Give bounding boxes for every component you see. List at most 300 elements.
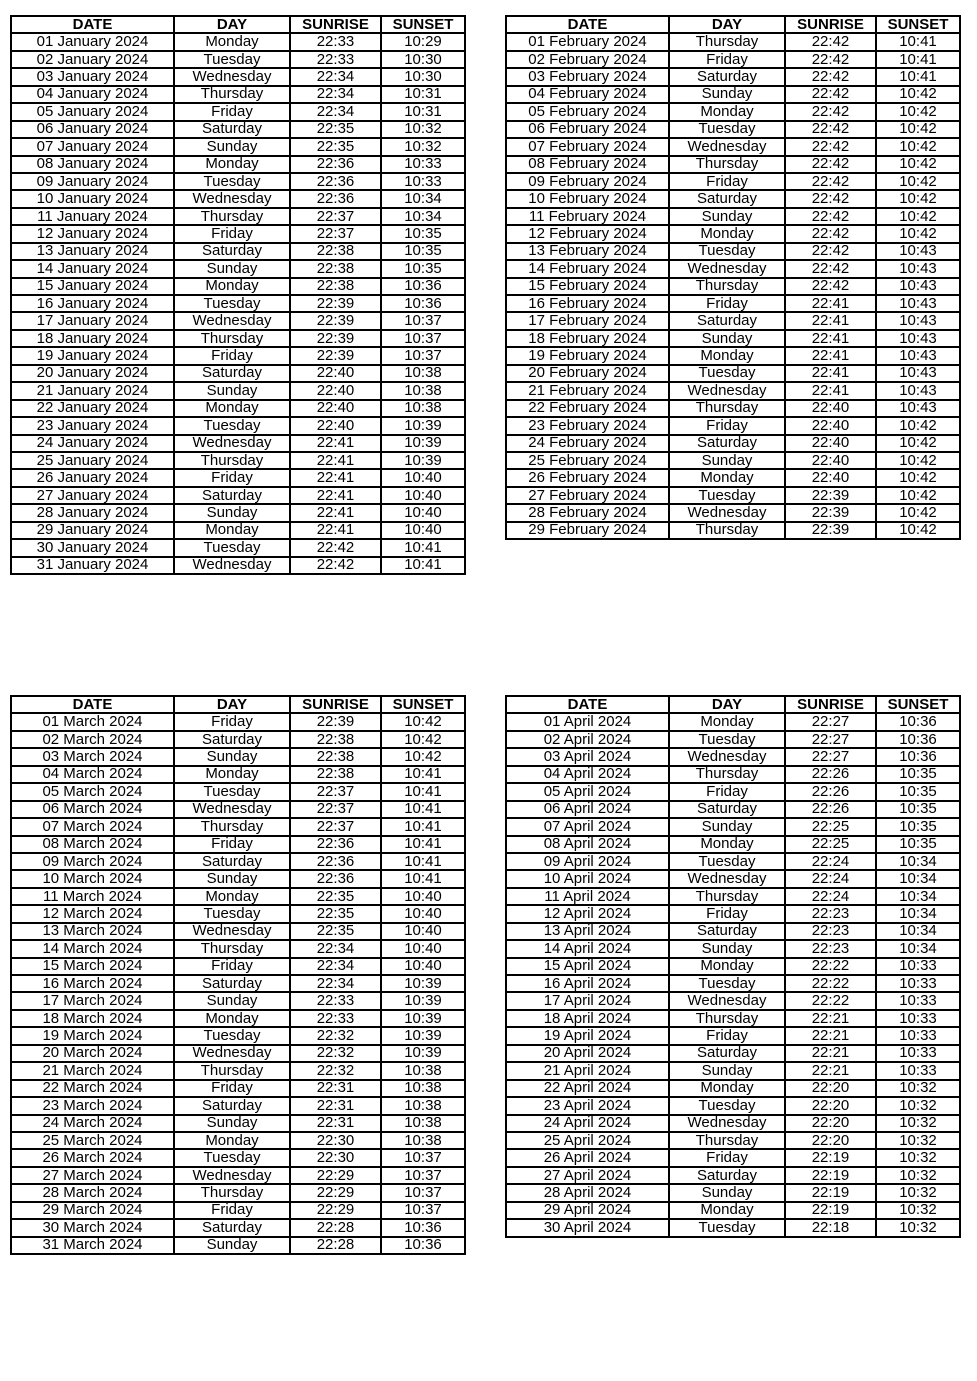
day-cell: Thursday xyxy=(174,208,290,225)
sunset-cell: 10:37 xyxy=(381,312,465,329)
day-cell: Friday xyxy=(669,295,785,312)
day-cell: Sunday xyxy=(174,138,290,155)
sunset-cell: 10:41 xyxy=(381,836,465,853)
table-row xyxy=(506,156,960,173)
date-cell: 29 April 2024 xyxy=(506,1202,669,1219)
table-row xyxy=(506,173,960,190)
day-cell: Tuesday xyxy=(174,1027,290,1044)
day-cell: Thursday xyxy=(669,766,785,783)
sunrise-cell: 22:24 xyxy=(785,853,876,870)
date-cell: 19 April 2024 xyxy=(506,1027,669,1044)
sunset-cell: 10:42 xyxy=(876,156,960,173)
header-date: DATE xyxy=(11,696,174,713)
table-row xyxy=(506,347,960,364)
sunrise-cell: 22:40 xyxy=(290,382,381,399)
sunrise-cell: 22:27 xyxy=(785,731,876,748)
day-cell: Sunday xyxy=(669,940,785,957)
sunset-cell: 10:40 xyxy=(381,469,465,486)
date-cell: 24 April 2024 xyxy=(506,1115,669,1132)
date-cell: 27 March 2024 xyxy=(11,1167,174,1184)
sunrise-cell: 22:20 xyxy=(785,1097,876,1114)
day-cell: Wednesday xyxy=(174,801,290,818)
sunrise-cell: 22:37 xyxy=(290,208,381,225)
day-cell: Wednesday xyxy=(174,1167,290,1184)
day-cell: Wednesday xyxy=(174,312,290,329)
header-date: DATE xyxy=(506,16,669,33)
sunrise-cell: 22:41 xyxy=(290,435,381,452)
sunrise-cell: 22:40 xyxy=(290,417,381,434)
day-cell: Sunday xyxy=(669,452,785,469)
day-cell: Sunday xyxy=(174,504,290,521)
sunrise-cell: 22:27 xyxy=(785,713,876,730)
day-cell: Friday xyxy=(174,225,290,242)
sunset-cell: 10:29 xyxy=(381,33,465,50)
day-cell: Sunday xyxy=(669,208,785,225)
sunset-cell: 10:38 xyxy=(381,1132,465,1149)
day-cell: Sunday xyxy=(174,992,290,1009)
date-cell: 20 February 2024 xyxy=(506,365,669,382)
day-cell: Monday xyxy=(174,278,290,295)
sunrise-cell: 22:33 xyxy=(290,992,381,1009)
day-cell: Tuesday xyxy=(669,731,785,748)
date-cell: 17 January 2024 xyxy=(11,312,174,329)
table-row xyxy=(506,260,960,277)
table-row xyxy=(11,1149,465,1166)
sunrise-cell: 22:26 xyxy=(785,801,876,818)
date-cell: 22 April 2024 xyxy=(506,1080,669,1097)
sunset-cell: 10:37 xyxy=(381,1149,465,1166)
sunset-cell: 10:37 xyxy=(381,1167,465,1184)
date-cell: 27 April 2024 xyxy=(506,1167,669,1184)
table-row xyxy=(11,121,465,138)
table-row xyxy=(506,68,960,85)
date-cell: 14 April 2024 xyxy=(506,940,669,957)
sunrise-cell: 22:37 xyxy=(290,783,381,800)
table-header-row xyxy=(506,696,960,713)
table-row xyxy=(11,173,465,190)
table-row xyxy=(11,766,465,783)
table-row xyxy=(11,783,465,800)
sunrise-cell: 22:20 xyxy=(785,1132,876,1149)
date-cell: 30 January 2024 xyxy=(11,539,174,556)
sunrise-cell: 22:21 xyxy=(785,1045,876,1062)
header-sunrise: SUNRISE xyxy=(290,16,381,33)
date-cell: 01 February 2024 xyxy=(506,33,669,50)
date-cell: 05 January 2024 xyxy=(11,103,174,120)
day-cell: Tuesday xyxy=(669,853,785,870)
date-cell: 08 January 2024 xyxy=(11,156,174,173)
sunrise-cell: 22:42 xyxy=(785,33,876,50)
table-row xyxy=(11,870,465,887)
sunrise-cell: 22:39 xyxy=(290,347,381,364)
day-cell: Wednesday xyxy=(174,923,290,940)
table-row xyxy=(11,51,465,68)
date-cell: 04 February 2024 xyxy=(506,86,669,103)
sun-table-jan xyxy=(10,15,466,575)
day-cell: Friday xyxy=(174,347,290,364)
table-row xyxy=(506,382,960,399)
date-cell: 19 January 2024 xyxy=(11,347,174,364)
date-cell: 21 April 2024 xyxy=(506,1062,669,1079)
date-cell: 11 February 2024 xyxy=(506,208,669,225)
table-row xyxy=(11,435,465,452)
table-row xyxy=(506,400,960,417)
date-cell: 25 February 2024 xyxy=(506,452,669,469)
header-sunset: SUNSET xyxy=(876,696,960,713)
sunset-cell: 10:40 xyxy=(381,923,465,940)
day-cell: Sunday xyxy=(669,1184,785,1201)
sunrise-cell: 22:41 xyxy=(785,382,876,399)
day-cell: Saturday xyxy=(669,923,785,940)
table-row xyxy=(11,1237,465,1254)
date-cell: 29 January 2024 xyxy=(11,522,174,539)
date-cell: 10 March 2024 xyxy=(11,870,174,887)
table-row xyxy=(11,504,465,521)
table-row xyxy=(11,1115,465,1132)
date-cell: 18 January 2024 xyxy=(11,330,174,347)
sunrise-cell: 22:22 xyxy=(785,958,876,975)
sunset-cell: 10:34 xyxy=(381,208,465,225)
date-cell: 26 March 2024 xyxy=(11,1149,174,1166)
sunrise-cell: 22:42 xyxy=(785,138,876,155)
header-sunrise: SUNRISE xyxy=(785,696,876,713)
sunset-cell: 10:42 xyxy=(876,121,960,138)
day-cell: Sunday xyxy=(669,330,785,347)
sunrise-cell: 22:19 xyxy=(785,1149,876,1166)
date-cell: 21 January 2024 xyxy=(11,382,174,399)
table-row xyxy=(11,295,465,312)
table-row xyxy=(11,103,465,120)
table-row xyxy=(11,330,465,347)
date-cell: 16 February 2024 xyxy=(506,295,669,312)
date-cell: 17 March 2024 xyxy=(11,992,174,1009)
table-row xyxy=(506,312,960,329)
sunrise-cell: 22:22 xyxy=(785,975,876,992)
date-cell: 03 January 2024 xyxy=(11,68,174,85)
sunrise-cell: 22:23 xyxy=(785,923,876,940)
sunrise-cell: 22:36 xyxy=(290,853,381,870)
header-day: DAY xyxy=(174,16,290,33)
day-cell: Sunday xyxy=(174,870,290,887)
sunset-cell: 10:43 xyxy=(876,295,960,312)
table-row xyxy=(11,818,465,835)
sunset-cell: 10:33 xyxy=(381,173,465,190)
date-cell: 02 March 2024 xyxy=(11,731,174,748)
sunrise-cell: 22:25 xyxy=(785,836,876,853)
day-cell: Friday xyxy=(174,1202,290,1219)
sunset-cell: 10:43 xyxy=(876,312,960,329)
table-row xyxy=(506,870,960,887)
date-cell: 07 March 2024 xyxy=(11,818,174,835)
sunset-cell: 10:42 xyxy=(876,469,960,486)
sunrise-cell: 22:29 xyxy=(290,1184,381,1201)
sunset-cell: 10:32 xyxy=(381,121,465,138)
day-cell: Monday xyxy=(669,469,785,486)
sunset-cell: 10:41 xyxy=(381,870,465,887)
table-row xyxy=(506,208,960,225)
day-cell: Tuesday xyxy=(669,487,785,504)
day-cell: Wednesday xyxy=(669,992,785,1009)
sunset-cell: 10:36 xyxy=(876,713,960,730)
day-cell: Tuesday xyxy=(669,975,785,992)
sunrise-cell: 22:26 xyxy=(785,783,876,800)
sunrise-cell: 22:34 xyxy=(290,68,381,85)
table-row xyxy=(506,1097,960,1114)
date-cell: 13 February 2024 xyxy=(506,243,669,260)
sunrise-cell: 22:40 xyxy=(290,365,381,382)
day-cell: Saturday xyxy=(174,365,290,382)
day-cell: Saturday xyxy=(669,190,785,207)
day-cell: Thursday xyxy=(174,330,290,347)
day-cell: Saturday xyxy=(669,801,785,818)
date-cell: 05 February 2024 xyxy=(506,103,669,120)
sunset-cell: 10:32 xyxy=(876,1167,960,1184)
date-cell: 20 January 2024 xyxy=(11,365,174,382)
date-cell: 21 March 2024 xyxy=(11,1062,174,1079)
day-cell: Saturday xyxy=(174,121,290,138)
sunset-cell: 10:43 xyxy=(876,400,960,417)
date-cell: 25 March 2024 xyxy=(11,1132,174,1149)
date-cell: 06 March 2024 xyxy=(11,801,174,818)
date-cell: 16 April 2024 xyxy=(506,975,669,992)
sunset-cell: 10:42 xyxy=(876,417,960,434)
date-cell: 06 January 2024 xyxy=(11,121,174,138)
table-row xyxy=(11,68,465,85)
date-cell: 10 February 2024 xyxy=(506,190,669,207)
sunrise-cell: 22:42 xyxy=(785,121,876,138)
date-cell: 30 March 2024 xyxy=(11,1219,174,1236)
sunrise-cell: 22:23 xyxy=(785,940,876,957)
sunset-cell: 10:34 xyxy=(876,888,960,905)
day-cell: Friday xyxy=(669,51,785,68)
sunset-cell: 10:34 xyxy=(876,870,960,887)
sunset-cell: 10:30 xyxy=(381,51,465,68)
day-cell: Saturday xyxy=(174,731,290,748)
table-row xyxy=(11,748,465,765)
sunrise-cell: 22:25 xyxy=(785,818,876,835)
date-cell: 03 April 2024 xyxy=(506,748,669,765)
sunset-cell: 10:42 xyxy=(876,138,960,155)
day-cell: Saturday xyxy=(669,68,785,85)
sunset-cell: 10:38 xyxy=(381,400,465,417)
table-row xyxy=(506,1027,960,1044)
table-row xyxy=(11,853,465,870)
table-row xyxy=(506,452,960,469)
day-cell: Monday xyxy=(669,1080,785,1097)
header-day: DAY xyxy=(174,696,290,713)
sunrise-cell: 22:39 xyxy=(785,522,876,539)
sunset-cell: 10:32 xyxy=(876,1219,960,1236)
sunrise-cell: 22:35 xyxy=(290,138,381,155)
sunset-cell: 10:40 xyxy=(381,522,465,539)
sunset-cell: 10:42 xyxy=(876,452,960,469)
sunset-cell: 10:35 xyxy=(876,766,960,783)
table-row xyxy=(506,818,960,835)
day-cell: Monday xyxy=(669,836,785,853)
sunrise-cell: 22:32 xyxy=(290,1027,381,1044)
sunset-cell: 10:39 xyxy=(381,1027,465,1044)
sunrise-cell: 22:32 xyxy=(290,1045,381,1062)
sunrise-cell: 22:39 xyxy=(290,330,381,347)
table-row xyxy=(506,504,960,521)
date-cell: 02 January 2024 xyxy=(11,51,174,68)
sunrise-cell: 22:42 xyxy=(785,68,876,85)
sunset-cell: 10:39 xyxy=(381,417,465,434)
sunset-cell: 10:39 xyxy=(381,1045,465,1062)
day-cell: Thursday xyxy=(669,278,785,295)
sunrise-cell: 22:35 xyxy=(290,888,381,905)
table-row xyxy=(506,958,960,975)
sunset-cell: 10:42 xyxy=(876,86,960,103)
table-row xyxy=(11,347,465,364)
date-cell: 04 January 2024 xyxy=(11,86,174,103)
sunset-cell: 10:32 xyxy=(876,1097,960,1114)
day-cell: Saturday xyxy=(174,1097,290,1114)
header-date: DATE xyxy=(11,16,174,33)
sunrise-cell: 22:39 xyxy=(290,713,381,730)
date-cell: 28 January 2024 xyxy=(11,504,174,521)
sunset-cell: 10:32 xyxy=(876,1115,960,1132)
sunrise-cell: 22:24 xyxy=(785,888,876,905)
sunrise-cell: 22:27 xyxy=(785,748,876,765)
table-row xyxy=(506,783,960,800)
sunrise-cell: 22:40 xyxy=(785,469,876,486)
date-cell: 02 April 2024 xyxy=(506,731,669,748)
table-header-row xyxy=(506,16,960,33)
sunset-cell: 10:35 xyxy=(876,783,960,800)
date-cell: 31 March 2024 xyxy=(11,1237,174,1254)
sunset-cell: 10:42 xyxy=(876,173,960,190)
sunrise-cell: 22:42 xyxy=(785,225,876,242)
day-cell: Wednesday xyxy=(669,870,785,887)
table-row xyxy=(506,1132,960,1149)
sunset-cell: 10:42 xyxy=(876,522,960,539)
day-cell: Monday xyxy=(174,33,290,50)
header-day: DAY xyxy=(669,16,785,33)
date-cell: 27 January 2024 xyxy=(11,487,174,504)
sunrise-cell: 22:42 xyxy=(785,51,876,68)
table-row xyxy=(506,1080,960,1097)
table-row xyxy=(11,836,465,853)
date-cell: 14 February 2024 xyxy=(506,260,669,277)
date-cell: 19 February 2024 xyxy=(506,347,669,364)
table-row xyxy=(506,1149,960,1166)
day-cell: Saturday xyxy=(174,243,290,260)
day-cell: Wednesday xyxy=(669,138,785,155)
sunrise-cell: 22:38 xyxy=(290,278,381,295)
sunset-cell: 10:38 xyxy=(381,365,465,382)
sunset-cell: 10:35 xyxy=(381,243,465,260)
day-cell: Tuesday xyxy=(174,51,290,68)
day-cell: Wednesday xyxy=(669,748,785,765)
sunrise-cell: 22:42 xyxy=(785,173,876,190)
sunset-cell: 10:33 xyxy=(876,992,960,1009)
table-row xyxy=(11,1080,465,1097)
date-cell: 26 April 2024 xyxy=(506,1149,669,1166)
sunset-cell: 10:43 xyxy=(876,330,960,347)
header-date: DATE xyxy=(506,696,669,713)
table-row xyxy=(506,766,960,783)
sunrise-cell: 22:40 xyxy=(785,417,876,434)
sunset-cell: 10:43 xyxy=(876,365,960,382)
table-row xyxy=(506,905,960,922)
date-cell: 24 March 2024 xyxy=(11,1115,174,1132)
sunset-cell: 10:36 xyxy=(381,1237,465,1254)
sunrise-cell: 22:36 xyxy=(290,156,381,173)
sunrise-cell: 22:42 xyxy=(290,539,381,556)
table-row xyxy=(11,888,465,905)
sunset-cell: 10:32 xyxy=(876,1184,960,1201)
sunrise-cell: 22:42 xyxy=(785,278,876,295)
date-cell: 23 February 2024 xyxy=(506,417,669,434)
table-row xyxy=(506,295,960,312)
day-cell: Monday xyxy=(669,347,785,364)
sunrise-cell: 22:36 xyxy=(290,870,381,887)
sunset-cell: 10:43 xyxy=(876,278,960,295)
sunrise-cell: 22:41 xyxy=(290,452,381,469)
table-row xyxy=(11,86,465,103)
sunset-cell: 10:40 xyxy=(381,888,465,905)
date-cell: 01 January 2024 xyxy=(11,33,174,50)
day-cell: Tuesday xyxy=(174,783,290,800)
date-cell: 28 April 2024 xyxy=(506,1184,669,1201)
table-body xyxy=(506,713,960,1236)
sunrise-cell: 22:38 xyxy=(290,260,381,277)
table-row xyxy=(11,365,465,382)
day-cell: Sunday xyxy=(669,86,785,103)
date-cell: 07 January 2024 xyxy=(11,138,174,155)
sunrise-cell: 22:34 xyxy=(290,86,381,103)
sunset-cell: 10:42 xyxy=(876,435,960,452)
day-cell: Thursday xyxy=(669,156,785,173)
table-row xyxy=(506,731,960,748)
day-cell: Thursday xyxy=(669,1010,785,1027)
table-row xyxy=(11,905,465,922)
sunrise-cell: 22:29 xyxy=(290,1167,381,1184)
table-row xyxy=(506,1045,960,1062)
sunset-cell: 10:38 xyxy=(381,382,465,399)
table-row xyxy=(11,33,465,50)
date-cell: 30 April 2024 xyxy=(506,1219,669,1236)
table-row xyxy=(506,940,960,957)
table-row xyxy=(11,731,465,748)
header-sunset: SUNSET xyxy=(876,16,960,33)
day-cell: Monday xyxy=(669,103,785,120)
day-cell: Tuesday xyxy=(174,1149,290,1166)
sunset-cell: 10:32 xyxy=(876,1080,960,1097)
table-row xyxy=(11,522,465,539)
date-cell: 15 April 2024 xyxy=(506,958,669,975)
sunrise-cell: 22:41 xyxy=(785,312,876,329)
date-cell: 15 January 2024 xyxy=(11,278,174,295)
day-cell: Tuesday xyxy=(669,1097,785,1114)
table-row xyxy=(506,435,960,452)
day-cell: Thursday xyxy=(174,1184,290,1201)
table-header-row xyxy=(11,16,465,33)
sunset-cell: 10:34 xyxy=(381,190,465,207)
sunrise-cell: 22:19 xyxy=(785,1184,876,1201)
day-cell: Saturday xyxy=(669,435,785,452)
header-sunrise: SUNRISE xyxy=(290,696,381,713)
sunrise-cell: 22:41 xyxy=(785,347,876,364)
day-cell: Friday xyxy=(669,1149,785,1166)
sunrise-cell: 22:41 xyxy=(785,365,876,382)
table-row xyxy=(11,190,465,207)
day-cell: Monday xyxy=(669,958,785,975)
sunset-cell: 10:35 xyxy=(381,225,465,242)
table-row xyxy=(11,975,465,992)
date-cell: 10 January 2024 xyxy=(11,190,174,207)
